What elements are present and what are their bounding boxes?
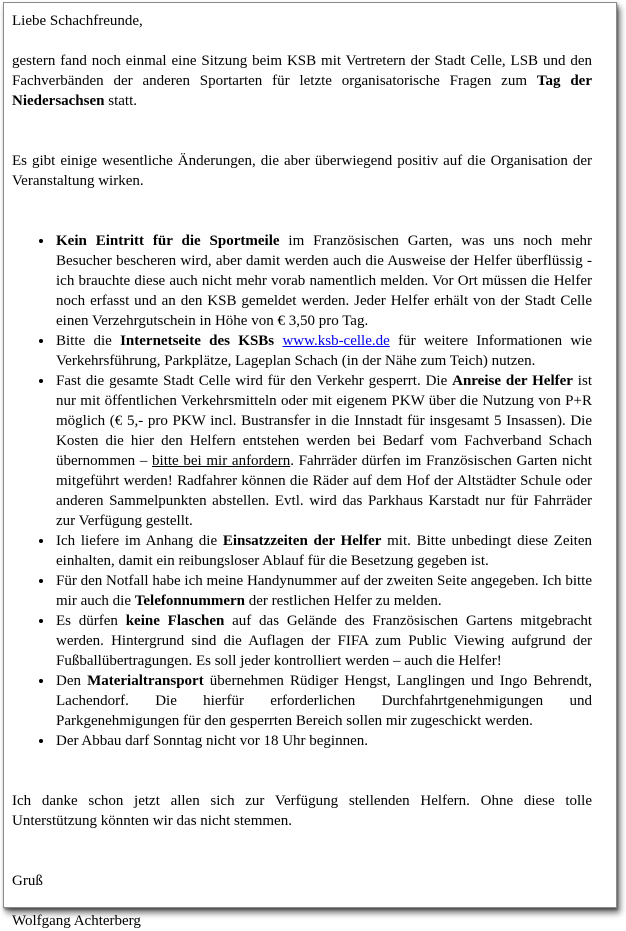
bullet-item: [54, 671, 592, 731]
bullet-list: [12, 231, 592, 751]
text-segment: auf das Gelände des Französischen Gartens mitgebracht werden. Hintergrund sind die Auflagen der FIFA zum Public Viewing aufgrund der Fußballübertragungen. Es soll jeder kontrolliert werden – auch die Helfer!: [56, 613, 593, 669]
paragraph: [12, 791, 592, 831]
text-segment: ist nur mit öffentlichen Verkehrsmitteln oder mit eigenem PKW über die Nutzung von P+R möglich (€ 5,- pro PKW incl. Bustransfer in die Innstadt für insgesamt 5 Insassen). Die Kosten die hier den Helfern entstehen werden bei Bedarf vom Fachverband Schach übernommen –: [56, 373, 592, 469]
text-segment: Materialtransport: [87, 673, 204, 689]
text-segment: der restlichen Helfer zu melden.: [245, 593, 442, 609]
text-segment: Tag der Niedersachsen: [12, 73, 592, 109]
bullet-item: [54, 611, 592, 671]
bullet-item: [54, 231, 592, 331]
paragraph: [12, 11, 592, 31]
text-segment: Bitte die: [56, 333, 121, 349]
bullet-item: [54, 331, 592, 371]
text-segment: mit. Bitte unbedingt diese Zeiten einhalten, damit ein reibungsloser Ablauf für die Besetzung gegeben ist.: [56, 533, 592, 569]
text-segment: Kein Eintritt für die Sportmeile: [56, 233, 280, 249]
paragraph: [12, 911, 592, 931]
text-segment: Anreise der Helfer: [452, 373, 573, 389]
blank-line: [12, 891, 592, 911]
text-segment: Der Abbau darf Sonntag nicht vor 18 Uhr beginnen.: [56, 733, 369, 749]
paragraph: [12, 151, 592, 191]
bullet-item: [54, 371, 592, 531]
blank-line: [12, 191, 592, 211]
text-segment: Den: [56, 673, 88, 689]
text-segment: Gruß: [12, 873, 43, 889]
text-segment: Es dürfen: [56, 613, 126, 629]
text-segment: Liebe Schachfreunde,: [12, 13, 143, 29]
document-page: [3, 2, 617, 929]
text-segment: Telefonnummern: [134, 593, 246, 609]
blank-line: [12, 31, 592, 51]
text-segment: gestern fand noch einmal eine Sitzung beim KSB mit Vertretern der Stadt Celle, LSB und den Fachverbänden der anderen Sportarten für letzte organisatorische Fragen zum: [12, 53, 592, 89]
blank-line: [12, 211, 592, 231]
blank-line: [12, 131, 592, 151]
text-segment: Für den Notfall habe ich meine Handynummer auf der zweiten Seite angegeben. Ich bitte mir auch die: [56, 573, 592, 609]
blank-line: [12, 111, 592, 131]
bullet-item: [54, 531, 592, 571]
text-segment: bitte bei mir anfordern: [152, 453, 291, 469]
blank-line: [12, 751, 592, 771]
blank-line: [12, 771, 592, 791]
text-segment: Wolfgang Achterberg: [12, 913, 141, 929]
document-body: [12, 11, 592, 931]
paragraph: [12, 871, 592, 891]
text-segment: für weitere Informationen wie Verkehrsführung, Parkplätze, Lageplan Schach (in der Nähe zum Teich) nutzen.: [56, 333, 593, 369]
blank-line: [12, 851, 592, 871]
text-segment: Ich liefere im Anhang die: [56, 533, 223, 549]
text-segment: keine Flaschen: [125, 613, 225, 629]
text-segment: Einsatzzeiten der Helfer: [222, 533, 382, 549]
text-segment: Es gibt einige wesentliche Änderungen, die aber überwiegend positiv auf die Organisation der Veranstaltung wirken.: [12, 153, 592, 189]
blank-line: [12, 831, 592, 851]
text-segment: statt.: [104, 93, 137, 109]
bullet-item: [54, 731, 592, 751]
ksb-website-link[interactable]: www.ksb-celle.de: [282, 333, 390, 349]
text-segment: . Fahrräder dürfen im Französischen Garten nicht mitgeführt werden! Radfahrer können die Räder auf dem Hof der Altstädter Schule oder anderen Sammelpunkten abstellen. Evtl. wird das Parkhaus Karstadt nur für Fahrräder zur Verfügung gestellt.: [56, 453, 592, 529]
text-segment: Internetseite des KSBs: [120, 333, 275, 349]
text-segment: Ich danke schon jetzt allen sich zur Verfügung stellenden Helfern. Ohne diese tolle Unterstützung könnten wir das nicht stemmen.: [12, 793, 592, 829]
text-segment: im Französischen Garten, was uns noch mehr Besucher bescheren wird, aber damit werden auch die Ausweise der Helfer überflüssig - ich brauchte diese auch nicht mehr vorab namentlich melden. Vor Ort müssen die Helfer noch erfasst und an den KSB gemeldet werden. Jeder Helfer erhält von der Stadt Celle einen Verzehrgutschein in Höhe von € 3,50 pro Tag.: [56, 233, 592, 329]
paragraph: [12, 51, 592, 111]
bullet-item: [54, 571, 592, 611]
text-segment: übernehmen Rüdiger Hengst, Langlingen und Ingo Behrendt, Lachendorf. Die hierfür erforderlichen Durchfahrtgenehmigungen und Parkgenehmigungen für den gesperrten Bereich sollen mir zugeschickt werden.: [56, 673, 592, 729]
text-segment: Fast die gesamte Stadt Celle wird für den Verkehr gesperrt. Die: [56, 373, 453, 389]
